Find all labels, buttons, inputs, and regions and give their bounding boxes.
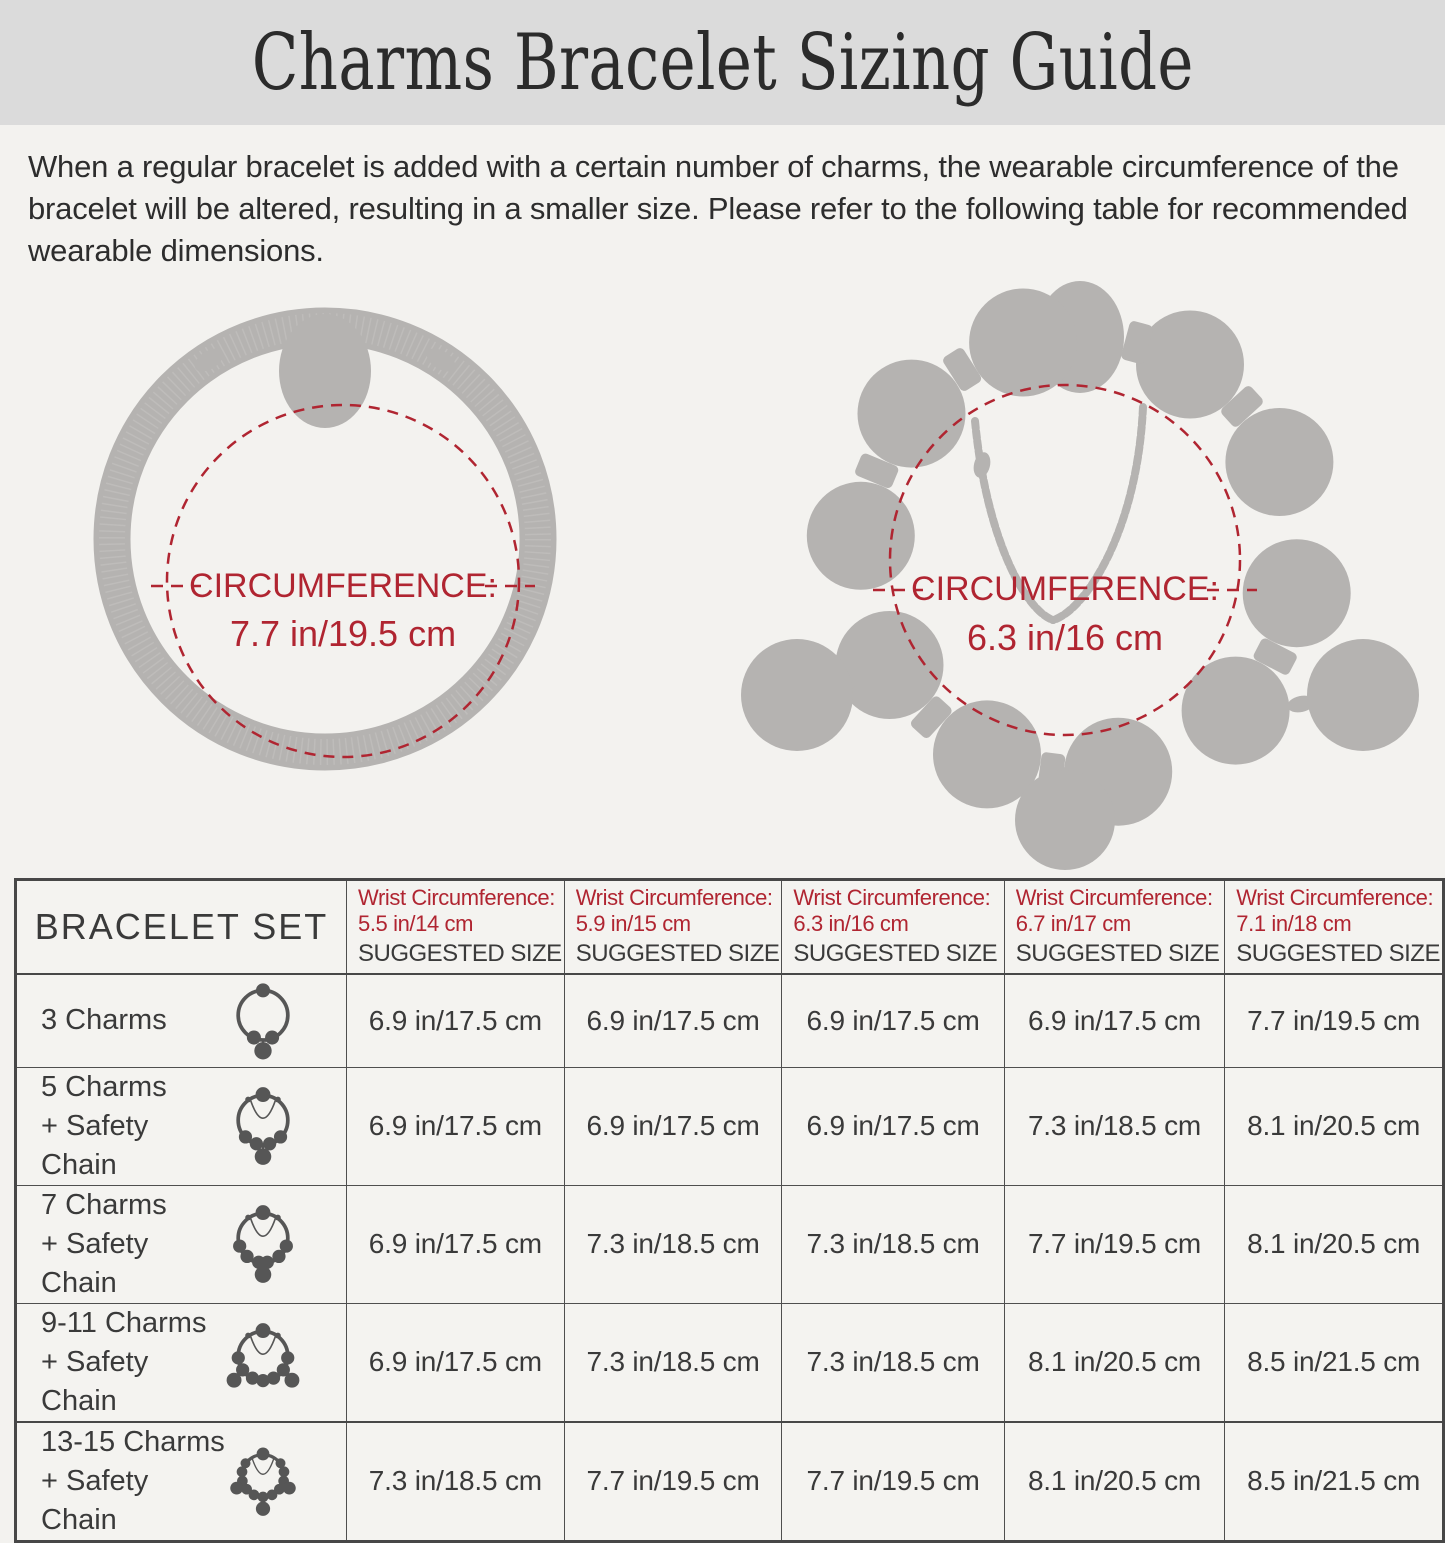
suggested-size-label: SUGGESTED SIZE: [357, 940, 562, 967]
suggested-size-value: 7.3 in/18.5 cm: [564, 1303, 782, 1422]
bracelet-7-charms-safety-chain-icon: [224, 1201, 302, 1287]
plain-bracelet-illustration: [55, 294, 585, 794]
intro-paragraph: When a regular bracelet is added with a certain number of charms, the wearable circumference of the bracelet will be altered, resulting in a smaller size. Please refer to the following table for recommended wearable dimensions.: [28, 149, 1408, 268]
suggested-size-value: 7.3 in/18.5 cm: [782, 1185, 1004, 1303]
bracelet-set-cell: [16, 1185, 347, 1303]
wrist-column-header: [782, 880, 1004, 975]
wrist-column-header: [1225, 880, 1444, 975]
suggested-size-value: 6.9 in/17.5 cm: [564, 974, 782, 1067]
table-row: [16, 1422, 1444, 1542]
suggested-size-label: SUGGESTED SIZE: [793, 940, 998, 967]
wrist-column-header: [564, 880, 782, 975]
table-row: [16, 974, 1444, 1067]
dangle-charm-left: [741, 639, 853, 751]
bracelet-9-11-charms-safety-chain-icon: [224, 1319, 302, 1405]
table-row: [16, 1067, 1444, 1185]
suggested-size-value: 7.3 in/18.5 cm: [1004, 1067, 1225, 1185]
suggested-size-value: 7.7 in/19.5 cm: [1225, 974, 1444, 1067]
table-row: [16, 1185, 1444, 1303]
bracelet-set-cell: [16, 1422, 347, 1542]
bracelet-set-label: 3 Charms: [41, 1004, 167, 1037]
charm: [807, 482, 915, 590]
bracelet-set-cell: [16, 1067, 347, 1185]
wrist-circumference-value: 5.9 in/15 cm: [575, 911, 691, 936]
wrist-circumference-label: Wrist Circumference:: [575, 885, 773, 910]
table-row: [16, 1303, 1444, 1422]
suggested-size-value: 7.3 in/18.5 cm: [346, 1422, 564, 1542]
sizing-table: [14, 878, 1445, 1543]
bracelet-13-15-charms-safety-chain-icon: [229, 1444, 297, 1518]
suggested-size-value: 6.9 in/17.5 cm: [782, 1067, 1004, 1185]
suggested-size-value: 6.9 in/17.5 cm: [346, 1185, 564, 1303]
wrist-column-header: [346, 880, 564, 975]
suggested-size-value: 6.9 in/17.5 cm: [346, 1067, 564, 1185]
chain-clasp: [971, 450, 993, 479]
bracelet-set-label: 5 Charms + Safety Chain: [41, 1070, 167, 1181]
bracelet-set-cell: [16, 1303, 347, 1422]
charm: [1136, 311, 1244, 419]
charm-bracelet-illustration: [735, 280, 1435, 880]
suggested-size-value: 6.9 in/17.5 cm: [1004, 974, 1225, 1067]
bracelet-set-cell: [16, 974, 347, 1067]
suggested-size-label: SUGGESTED SIZE: [575, 940, 780, 967]
circumference-label: CIRCUMFERENCE:: [189, 567, 497, 605]
suggested-size-value: 6.9 in/17.5 cm: [782, 974, 1004, 1067]
bracelet-set-label: 9-11 Charms + Safety Chain: [41, 1306, 207, 1417]
suggested-size-value: 8.1 in/20.5 cm: [1225, 1185, 1444, 1303]
wrist-circumference-value: 7.1 in/18 cm: [1236, 911, 1352, 936]
wrist-circumference-label: Wrist Circumference:: [1236, 885, 1434, 910]
charm: [1225, 408, 1333, 516]
clasp-bead: [279, 314, 371, 428]
suggested-size-value: 6.9 in/17.5 cm: [346, 974, 564, 1067]
charm: [858, 360, 966, 468]
bracelet-5-charms-safety-chain-icon: [224, 1083, 302, 1169]
wrist-circumference-label: Wrist Circumference:: [357, 885, 555, 910]
bracelet-set-label: 13-15 Charms + Safety Chain: [41, 1425, 225, 1536]
suggested-size-value: 8.1 in/20.5 cm: [1004, 1422, 1225, 1542]
title-banner: [0, 0, 1445, 125]
table-header-row: [16, 880, 1444, 975]
suggested-size-value: 7.7 in/19.5 cm: [782, 1422, 1004, 1542]
bracelet-set-header: BRACELET SET: [16, 880, 347, 975]
dangle-charm-right: [1307, 639, 1419, 751]
suggested-size-label: SUGGESTED SIZE: [1236, 940, 1440, 967]
circumference-value: 6.3 in/16 cm: [966, 617, 1164, 658]
charm: [969, 289, 1077, 397]
suggested-size-value: 6.9 in/17.5 cm: [564, 1067, 782, 1185]
suggested-size-label: SUGGESTED SIZE: [1015, 940, 1220, 967]
suggested-size-value: 8.5 in/21.5 cm: [1225, 1303, 1444, 1422]
suggested-size-value: 7.7 in/19.5 cm: [564, 1422, 782, 1542]
charm-ring: [807, 281, 1351, 826]
page-title: Charms Bracelet Sizing Guide: [251, 17, 1194, 108]
wrist-circumference-value: 5.5 in/14 cm: [357, 911, 474, 936]
bracelet-set-label: 7 Charms + Safety Chain: [41, 1188, 167, 1299]
suggested-size-value: 7.7 in/19.5 cm: [1004, 1185, 1225, 1303]
suggested-size-value: 6.9 in/17.5 cm: [346, 1303, 564, 1422]
bracelet-3-charms-icon: [224, 978, 302, 1064]
suggested-size-value: 7.3 in/18.5 cm: [564, 1185, 782, 1303]
dangle-charm-bottom: [1015, 770, 1115, 870]
wrist-circumference-value: 6.3 in/16 cm: [793, 911, 909, 936]
wrist-column-header: [1004, 880, 1225, 975]
wrist-circumference-label: Wrist Circumference:: [793, 885, 991, 910]
charm: [1243, 539, 1351, 647]
circumference-value: 7.7 in/19.5 cm: [229, 613, 457, 654]
suggested-size-value: 8.1 in/20.5 cm: [1004, 1303, 1225, 1422]
suggested-size-value: 8.5 in/21.5 cm: [1225, 1422, 1444, 1542]
suggested-size-value: 8.1 in/20.5 cm: [1225, 1067, 1444, 1185]
circumference-label: CIRCUMFERENCE:: [911, 570, 1219, 608]
suggested-size-value: 7.3 in/18.5 cm: [782, 1303, 1004, 1422]
illustrations-section: [0, 272, 1445, 872]
wrist-circumference-value: 6.7 in/17 cm: [1015, 911, 1131, 936]
wrist-circumference-label: Wrist Circumference:: [1015, 885, 1213, 910]
